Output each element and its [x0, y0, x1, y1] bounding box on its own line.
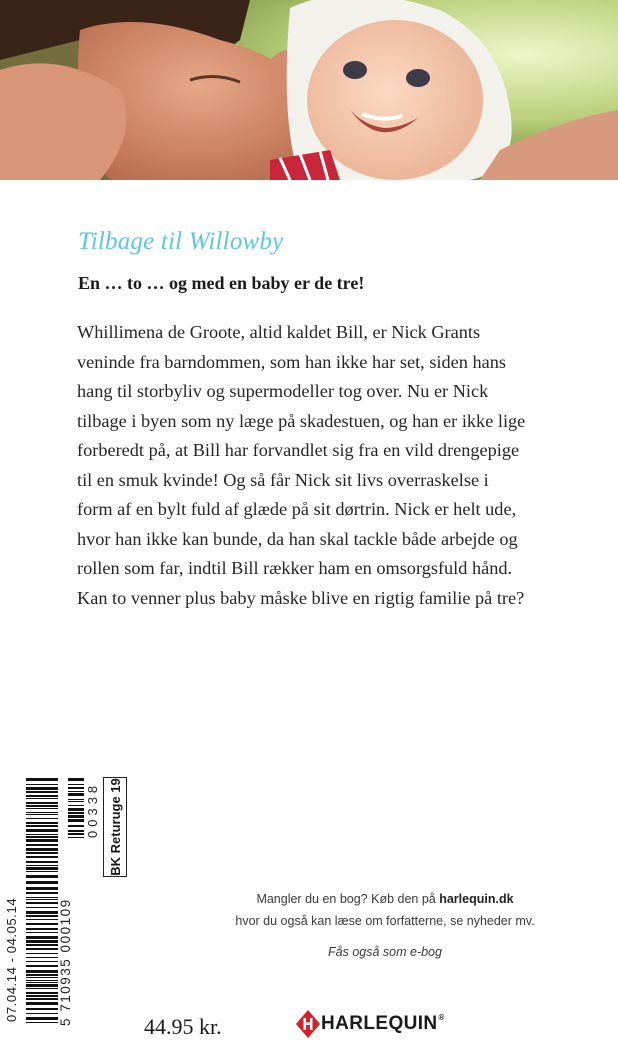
blurb-line: til en smuk kvinde! Og så får Nick sit livs overraskelse i	[77, 469, 489, 490]
promo-line-1	[200, 888, 570, 910]
date-range: 07.04.14 - 04.05.14	[4, 897, 19, 1022]
barcode-bar	[68, 787, 84, 789]
blurb-line: hvor han ikke kan bunde, da han skal tackle både arbejde og	[77, 528, 518, 549]
promo-line-2: hvor du også kan læse om forfatterne, se nyheder mv.	[235, 914, 535, 928]
barcode-bar	[26, 787, 58, 790]
publisher-name	[321, 1013, 445, 1035]
barcode-bar	[26, 974, 58, 976]
price: 44.95 kr.	[144, 1014, 222, 1039]
barcode-bar	[26, 795, 58, 797]
blurb-line: Kan to venner plus baby måske blive en rigtig familie på tre?	[77, 587, 525, 608]
barcode-bar	[26, 980, 58, 981]
barcode-bar	[26, 839, 58, 842]
blurb	[77, 318, 607, 613]
addon-digits: 00338	[85, 781, 100, 838]
barcode-bar	[26, 932, 58, 933]
barcode-bar	[26, 899, 58, 900]
barcode-bar	[68, 808, 84, 811]
barcode-bar	[26, 865, 58, 866]
barcode-bar	[26, 856, 58, 858]
publisher-logo	[296, 1010, 445, 1038]
barcode-bar	[26, 778, 58, 781]
book-title: Tilbage til Willowby	[78, 228, 284, 255]
barcode-bar	[68, 837, 84, 838]
barcode-bar	[68, 778, 84, 781]
barcode-bar	[26, 953, 58, 954]
barcode-bar	[26, 822, 58, 824]
barcode-bar	[26, 923, 58, 925]
barcode-bar	[26, 1013, 58, 1014]
barcode-bar	[26, 897, 58, 898]
barcode-bar	[26, 808, 58, 809]
store-link[interactable]: harlequin.dk	[439, 892, 514, 906]
barcode-bar	[26, 848, 58, 851]
barcode-bar	[68, 819, 84, 822]
barcode-bar	[68, 791, 84, 792]
barcode-bar	[26, 970, 58, 973]
barcode-bar	[26, 977, 58, 978]
harlequin-diamond-icon	[296, 1010, 320, 1038]
barcode-bar	[26, 825, 58, 827]
barcode-bar	[26, 907, 58, 908]
barcode-bar	[26, 871, 58, 872]
barcode-bar	[26, 948, 58, 950]
barcode-bar	[26, 836, 58, 838]
barcode-bar	[26, 1008, 58, 1010]
blurb-line: forberedt på, at Bill har forvandlet sig fra en vild drengepige	[77, 440, 520, 460]
barcode-bar	[26, 861, 58, 863]
barcode-bar	[26, 1022, 58, 1023]
barcode-bar	[26, 982, 58, 983]
barcode-bar	[26, 915, 58, 917]
blurb-line: tilbage i byen som ny læge på skadestuen, og han er ikke lige	[77, 410, 526, 431]
barcode-bar	[26, 940, 58, 943]
return-week-box	[103, 777, 127, 877]
cover-photo	[0, 0, 618, 180]
blurb-line: form af en bylt fuld af glæde på sit dørtrin. Nick er helt ude,	[77, 499, 517, 519]
barcode-bar	[26, 902, 58, 904]
barcode-bar	[26, 784, 58, 785]
isbn-digits: 5 710935 000109	[58, 898, 73, 1026]
barcode-bar	[68, 799, 84, 800]
barcode-bar	[26, 995, 58, 997]
barcode-bar	[26, 961, 58, 962]
barcode-bar	[26, 887, 58, 890]
barcode-bar	[26, 798, 58, 799]
barcode-bar	[68, 830, 84, 832]
barcode-bar	[26, 844, 58, 846]
promo-prefix: Mangler du en bog? Køb den på	[256, 892, 440, 906]
promo	[200, 888, 570, 963]
barcode-bar	[26, 881, 58, 884]
barcode-bar	[26, 834, 58, 835]
barcode-bar	[26, 852, 58, 854]
return-week-label: BK Returuge 19	[107, 778, 123, 876]
barcode-bar	[26, 812, 58, 813]
barcode-bar	[26, 875, 58, 878]
barcode-bar	[26, 928, 58, 930]
blurb-line: rollen som far, indtil Bill rækker ham en omsorgsfuld hånd.	[77, 558, 513, 578]
barcode-bar	[68, 825, 84, 827]
barcode-bar	[26, 992, 58, 994]
barcode-bar	[26, 818, 58, 819]
barcode-bar	[68, 793, 84, 796]
barcode-bar	[68, 801, 84, 802]
barcode-bar	[26, 957, 58, 958]
barcode-bar	[68, 833, 84, 835]
barcode-bar	[26, 944, 58, 946]
barcode-bar	[26, 829, 58, 832]
barcode-bar	[26, 892, 58, 894]
barcode-bar	[26, 919, 58, 920]
blurb-line: veninde fra barndommen, som han ikke har set, siden hans	[77, 351, 506, 372]
barcode-bar	[26, 867, 58, 870]
barcode-bar	[26, 911, 58, 914]
blurb-line: Whillimena de Groote, altid kaldet Bill, er Nick Grants	[77, 322, 481, 342]
barcode-bar	[26, 965, 58, 967]
ebook-note: Fås også som e-bog	[328, 945, 442, 959]
barcode-bar	[26, 998, 58, 1000]
tagline: En … to … og med en baby er de tre!	[78, 273, 365, 293]
barcode-bar	[26, 988, 58, 989]
barcode-bar	[68, 812, 84, 814]
barcode-bar	[68, 815, 84, 818]
barcode-bar	[26, 1002, 58, 1005]
barcode-bar	[26, 936, 58, 939]
publisher-name-text: HARLEQUIN	[321, 1013, 438, 1034]
barcode-bar	[26, 814, 58, 815]
barcode-bar	[26, 802, 58, 804]
registered-mark: ®	[438, 1013, 445, 1022]
barcode-bar	[26, 1017, 58, 1020]
blurb-line: hang til storbyliv og supermodeller tog over. Nu er Nick	[77, 381, 489, 401]
barcode-bar	[26, 791, 58, 793]
barcode-bar	[26, 984, 58, 987]
barcode-bar	[68, 805, 84, 806]
barcode-bar	[68, 784, 84, 785]
barcode-bar	[26, 805, 58, 807]
